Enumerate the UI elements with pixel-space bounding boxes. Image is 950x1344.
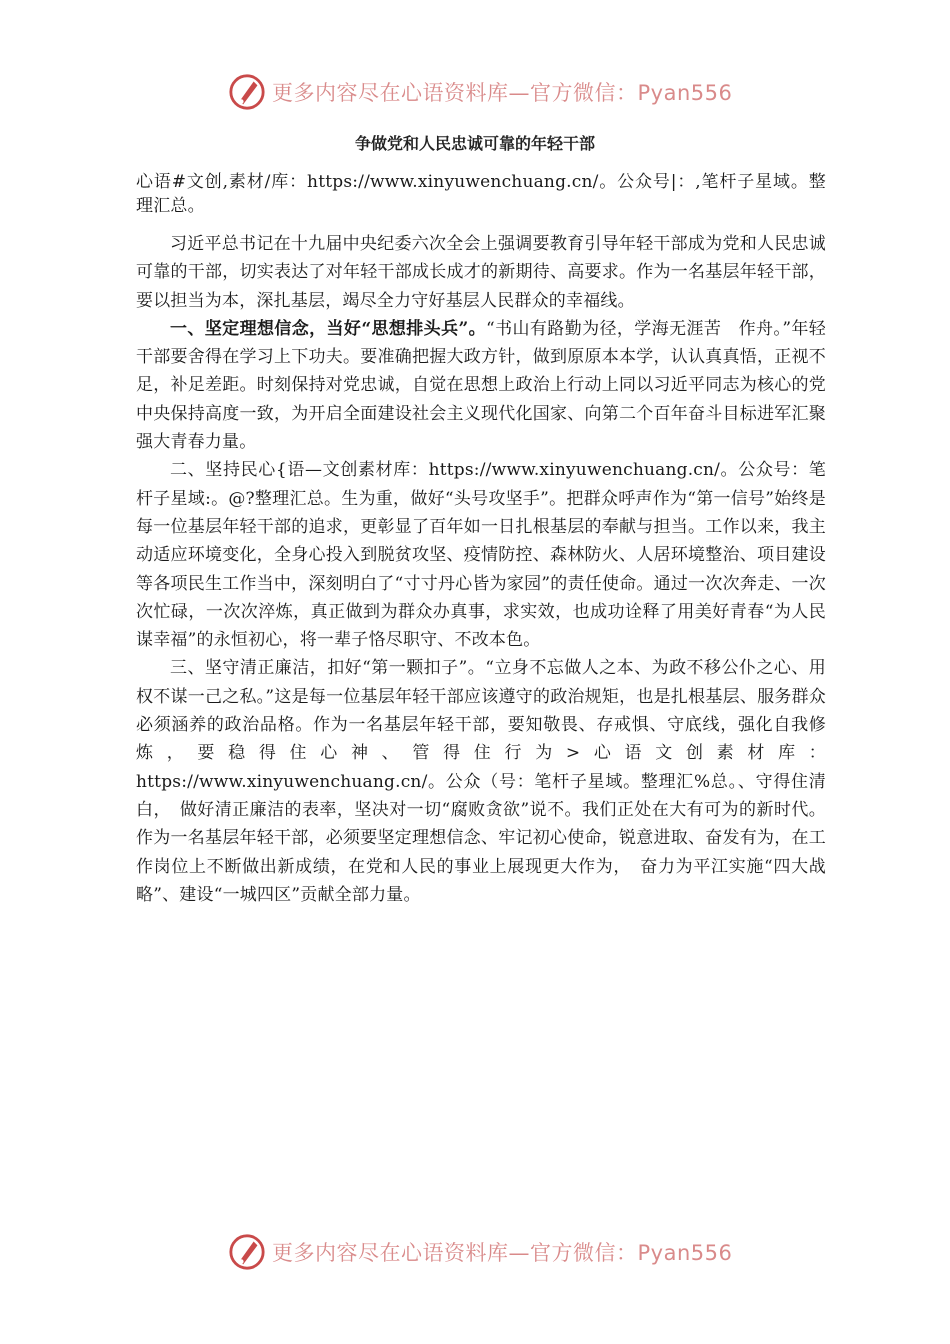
paragraph-intro: 习近平总书记在十九届中央纪委六次全会上强调要教育引导年轻干部成为党和人民忠诚可靠的干部，切实表达了对年轻干部成长成才的新期待、高要求。作为一名基层年轻干部，要以担当为本，深扎基层，竭尽全力守好基层人民群众的幸福线。	[136, 234, 826, 311]
document-title: 争做党和人民忠诚可靠的年轻干部	[354, 134, 595, 153]
document-body	[136, 170, 826, 909]
section-1-heading: 一、坚定理想信念，当好“思想排头兵”。	[170, 318, 487, 339]
paragraph-section-1: 一、坚定理想信念，当好“思想排头兵”。“书山有路勤为径，学海无涯苦 作舟。”年轻干部要舍得在学习上下功夫。要准确把握大政方针，做到原原本本学，认认真真悟，正视不足，补足差距。时刻保持对党忠诚，自觉在思想上政治上行动上同以习近平同志为核心的党中央保持高度一致，为开启全面建设社会主义现代化国家、向第二个百年奋斗目标进军汇聚强大青春力量。	[136, 318, 826, 453]
pen-nib-logo-icon	[228, 73, 266, 111]
header-watermark	[228, 70, 733, 114]
source-note: 心语#文创,素材/库：https://www.xinyuwenchuang.cn/。公众号|：,笔杆子星域。整理汇总。	[136, 172, 826, 216]
pen-nib-logo-icon	[228, 1233, 266, 1271]
watermark-text: 更多内容尽在心语资料库—官方微信：Pyan556	[272, 81, 733, 105]
watermark-text: 更多内容尽在心语资料库—官方微信：Pyan556	[272, 1241, 733, 1265]
paragraph-section-2: 二、坚持民心{语—文创素材库：https://www.xinyuwenchuang.cn/。公众号：笔杆子星域:。@?整理汇总。生为重，做好“头号攻坚手”。把群众呼声作为“第一信号”始终是每一位基层年轻干部的追求，更彰显了百年如一日扎根基层的奉献与担当。工作以来，我主动适应环境变化，全身心投入到脱贫攻坚、疫情防控、森林防火、人居环境整治、项目建设等各项民生工作当中，深刻明白了“寸寸丹心皆为家园”的责任使命。通过一次次奔走、一次次忙碌，一次次淬炼，真正做到为群众办真事，求实效，也成功诠释了用美好青春“为人民谋幸福”的永恒初心，将一辈子恪尽职守、不改本色。	[136, 460, 826, 651]
paragraph-section-3: 三、坚守清正廉洁，扣好“第一颗扣子”。“立身不忘做人之本、为政不移公仆之心、用权不谋一己之私。”这是每一位基层年轻干部应该遵守的政治规矩，也是扎根基层、服务群众必须涵养的政治品格。作为一名基层年轻干部，要知敬畏、存戒惧、守底线，强化自我修炼，要稳得住心神、管得住行为>心语文创素材库：https://www.xinyuwenchuang.cn/。公众（号：笔杆子星域。整理汇%总。、守得住清白， 做好清正廉洁的表率，坚决对一切“腐败贪欲”说不。我们正处在大有可为的新时代。作为一名基层年轻干部，必须要坚定理想信念、牢记初心使命，锐意进取、奋发有为，在工作岗位上不断做出新成绩，在党和人民的事业上展现更大作为， 奋力为平江实施“四大战略”、建设“一城四区”贡献全部力量。	[136, 658, 826, 905]
footer-watermark	[228, 1230, 733, 1274]
